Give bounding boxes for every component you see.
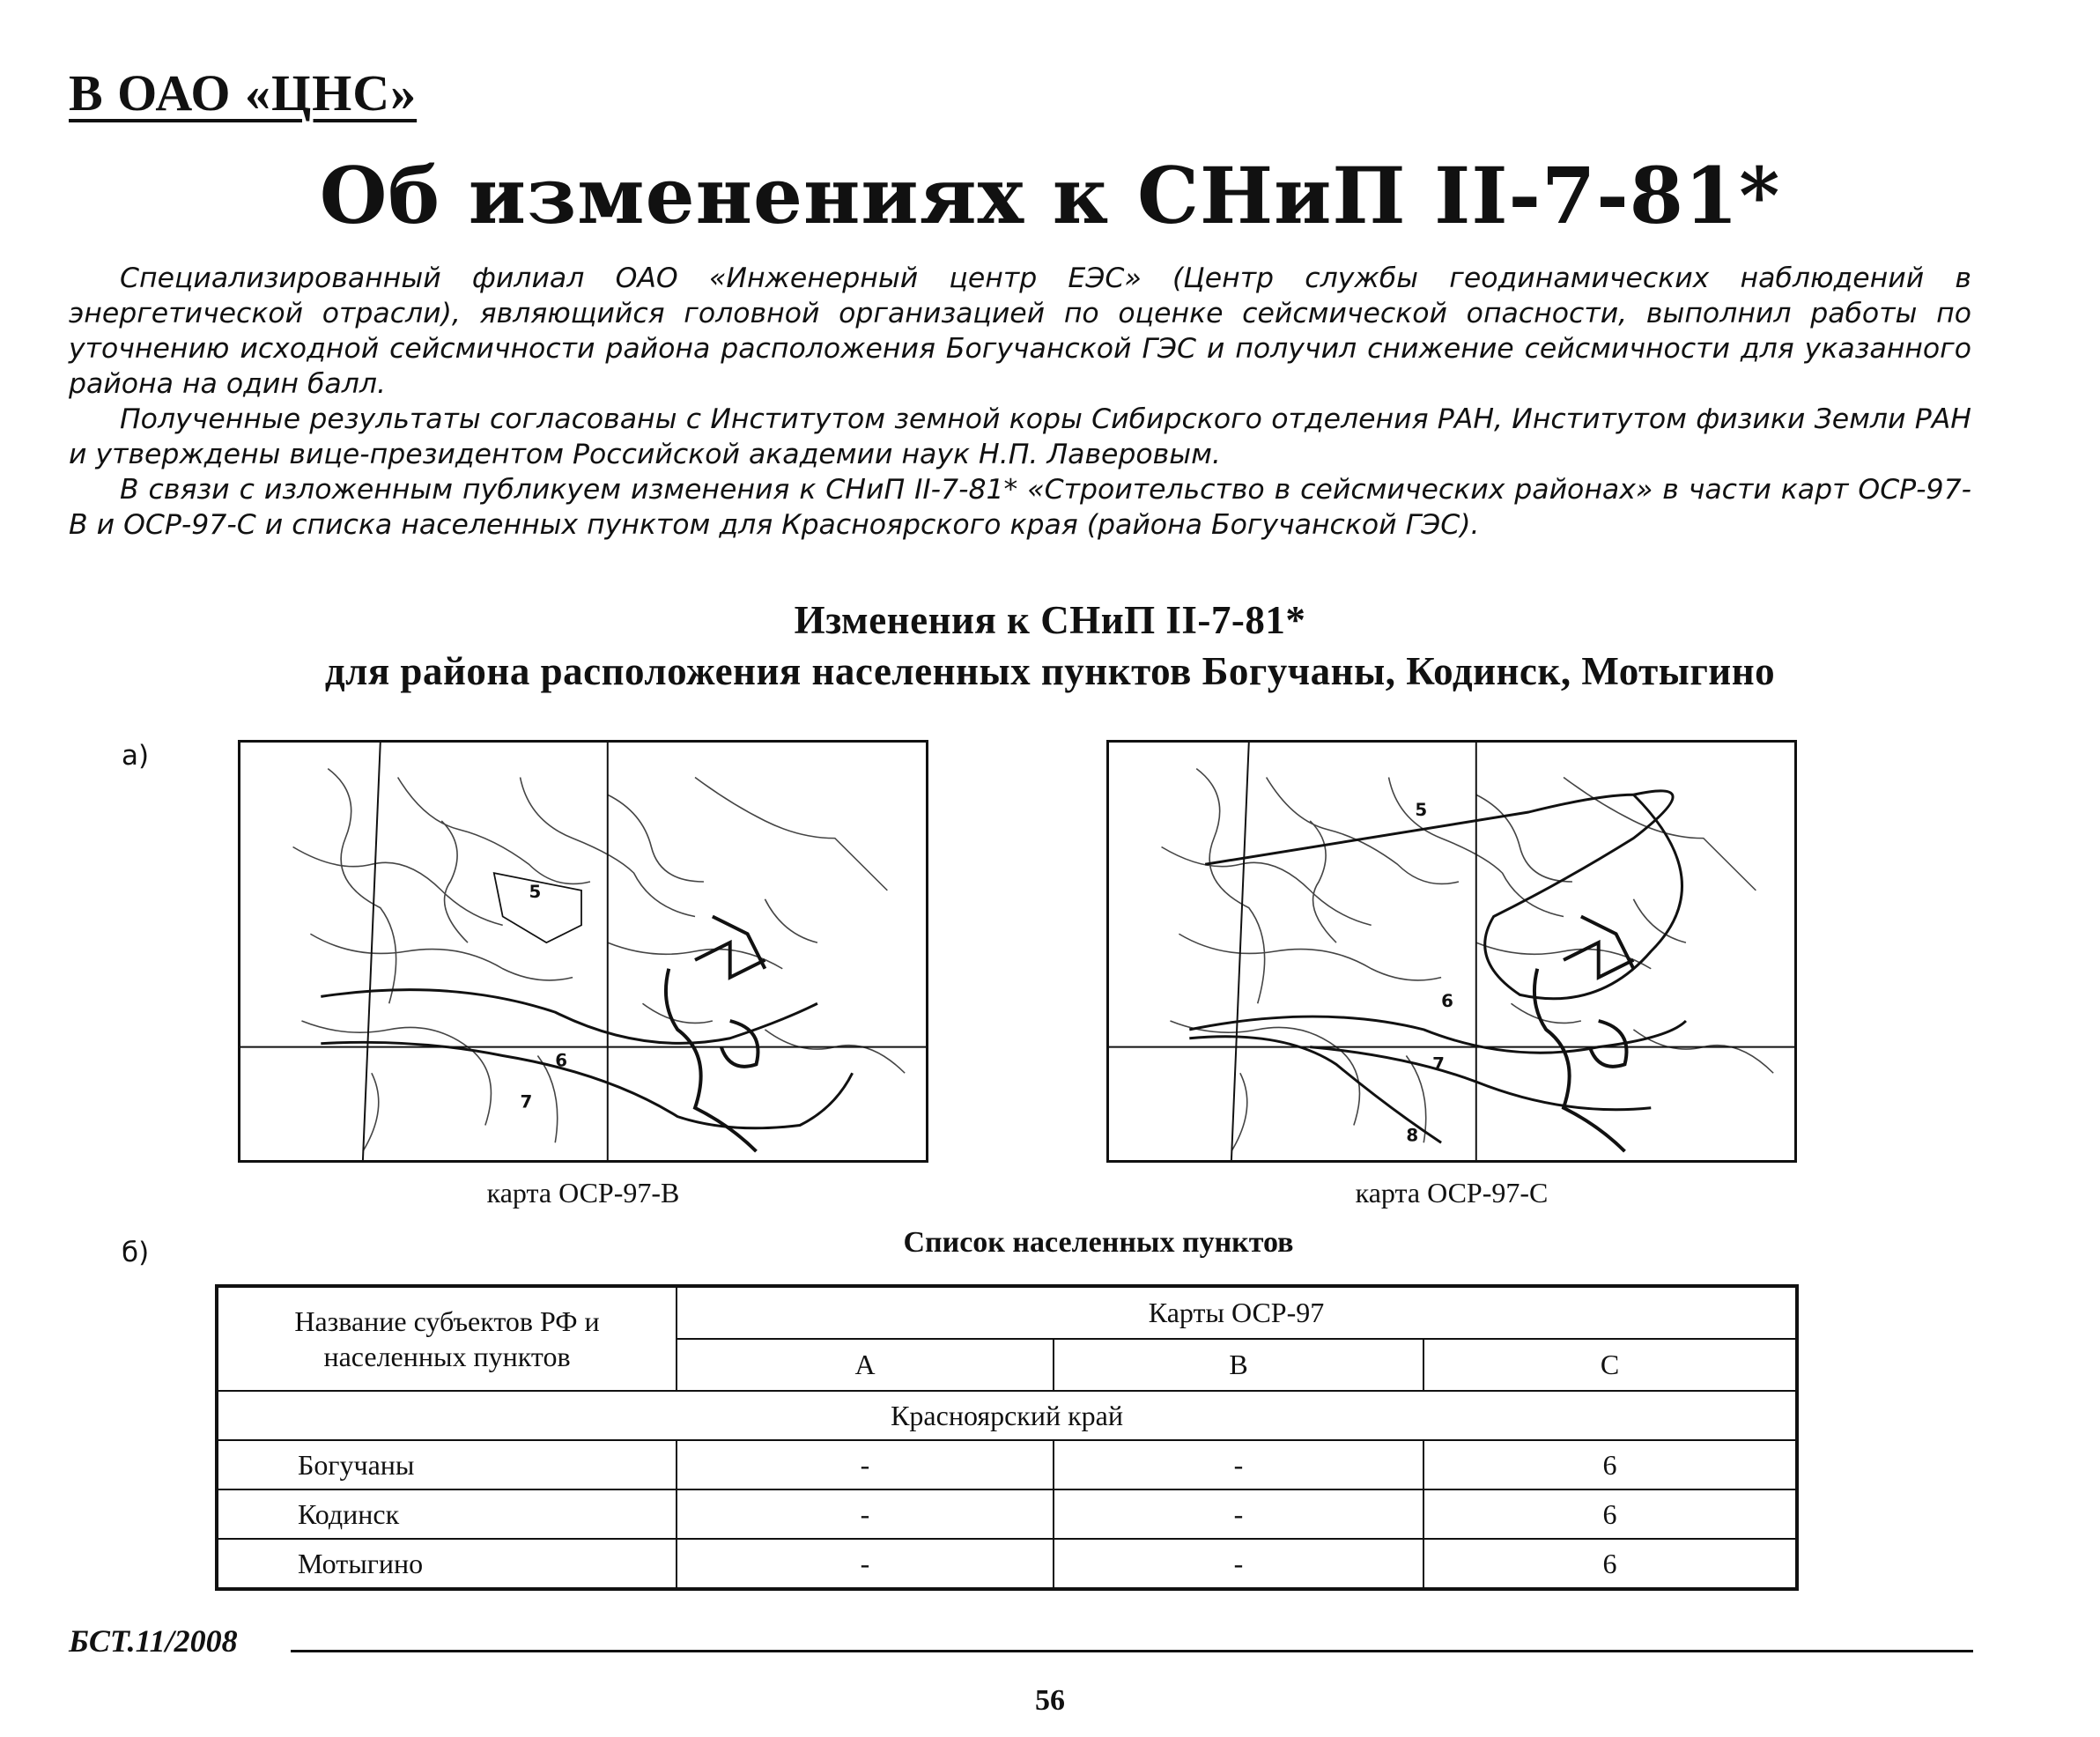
row-value-a: - [677, 1440, 1054, 1489]
zone-label: 7 [520, 1091, 533, 1112]
page-number: 56 [1035, 1684, 1065, 1717]
map-caption-b: карта ОСР-97-В [486, 1177, 680, 1209]
row-value-a: - [677, 1489, 1054, 1539]
footer-divider [291, 1650, 1973, 1652]
table-label: б) [122, 1237, 150, 1268]
col-header-b: B [1054, 1339, 1423, 1391]
zone-label: 7 [1432, 1053, 1445, 1075]
col-header-name: Название субъектов РФ и населенных пунктов [217, 1286, 677, 1391]
intro-paragraph-1: Специализированный филиал ОАО «Инженерный центр ЕЭС» (Центр службы геодинамических наблюдений в энергетической отрасли), являющийся головной организацией по оценке сейсмической опасности, выполнил работы по уточнению исходной сейсмичности района расположения Богучанской ГЭС и получил снижение сейсмичности для указанного района на один балл. [69, 262, 1971, 400]
journal-issue: БСТ.11/2008 [69, 1623, 238, 1659]
row-value-b: - [1054, 1440, 1423, 1489]
row-name: Богучаны [217, 1440, 677, 1489]
map-osr-97-b [238, 740, 928, 1163]
zone-label: 5 [1415, 799, 1428, 820]
col-header-c: C [1423, 1339, 1797, 1391]
map-osr-97-c-drawing [1109, 743, 1794, 1160]
row-name: Мотыгино [217, 1539, 677, 1589]
zone-label: 6 [555, 1050, 568, 1071]
region-row: Красноярский край [217, 1391, 1797, 1440]
row-value-c: 6 [1423, 1440, 1797, 1489]
row-value-b: - [1054, 1489, 1423, 1539]
row-value-b: - [1054, 1539, 1423, 1589]
table-row [217, 1539, 1797, 1589]
changes-title-line2: для района расположения населенных пунктов Богучаны, Кодинск, Мотыгино [324, 649, 1776, 693]
settlements-table [215, 1284, 1799, 1591]
row-value-c: 6 [1423, 1539, 1797, 1589]
col-header-a: A [677, 1339, 1054, 1391]
map-osr-97-b-drawing [240, 743, 926, 1160]
row-value-c: 6 [1423, 1489, 1797, 1539]
table-row [217, 1440, 1797, 1489]
changes-title-line1: Изменения к СНиП II-7-81* [794, 598, 1306, 642]
zone-label: 6 [1441, 991, 1453, 1012]
map-caption-c: карта ОСР-97-С [1355, 1177, 1549, 1209]
row-name: Кодинск [217, 1489, 677, 1539]
col-header-maps: Карты ОСР-97 [677, 1286, 1797, 1339]
zone-label: 5 [529, 881, 542, 902]
maps-label: а) [122, 740, 150, 772]
table-row [217, 1489, 1797, 1539]
zone-label: 8 [1406, 1125, 1419, 1146]
row-value-a: - [677, 1539, 1054, 1589]
table-title: Список населенных пунктов [903, 1226, 1294, 1259]
map-osr-97-c [1106, 740, 1797, 1163]
section-label: В ОАО «ЦНС» [69, 64, 418, 122]
intro-paragraph-3: В связи с изложенным публикуем изменения к СНиП II-7-81* «Строительство в сейсмических районах» в части карт ОСР-97-В и ОСР-97-С и списка населенных пунктом для Красноярского края (района Богучанской ГЭС). [69, 474, 1971, 541]
intro-paragraph-2: Полученные результаты согласованы с Институтом земной коры Сибирского отделения РАН, Институтом физики Земли РАН и утверждены вице-президентом Российской академии наук Н.П. Лаверовым. [69, 403, 1971, 470]
intro-text [69, 261, 1971, 543]
page-title: Об изменениях к СНиП II-7-81* [319, 150, 1781, 241]
